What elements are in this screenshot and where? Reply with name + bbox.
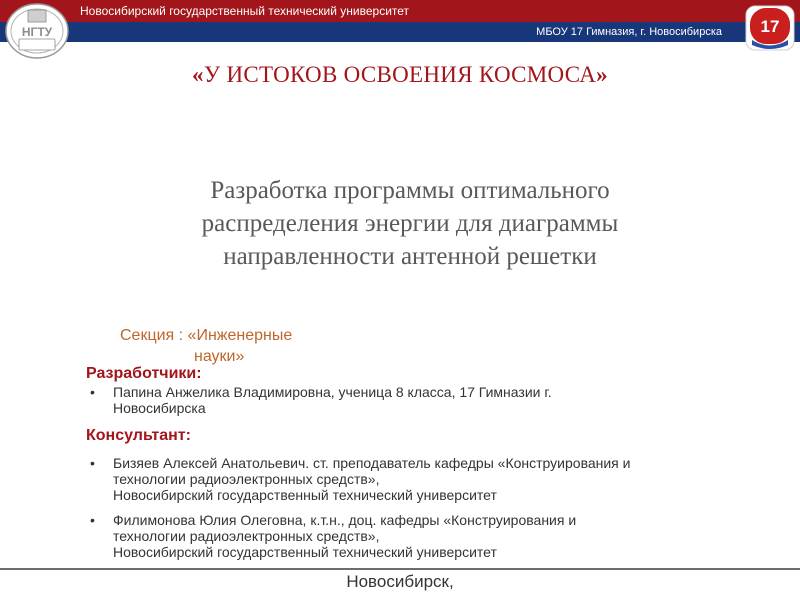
list-item-line: технологии радиоэлектронных средств», <box>113 528 380 544</box>
logo-left-text: НГТУ <box>21 25 53 39</box>
logo-right-text: 17 <box>760 17 780 36</box>
list-item-line: • Папина Анжелика Владимировна, ученица 8 класса, 17 Гимназии г. <box>113 384 552 400</box>
list-item-line: Новосибирский государственный технический университет <box>113 544 497 560</box>
list-item <box>86 455 786 503</box>
footer-city: Новосибирск, <box>346 572 454 591</box>
project-title-line: распределения энергии для диаграммы <box>201 210 619 237</box>
list-item <box>86 512 786 560</box>
gymnasium-logo <box>744 4 796 52</box>
list-item-line: Новосибирский государственный технический университет <box>113 487 497 503</box>
close-quote: » <box>596 62 608 87</box>
list-item-line: • Бизяев Алексей Анатольевич. ст. преподаватель кафедры «Конструирования и <box>113 455 631 471</box>
project-title-line: направленности антенной решетки <box>223 243 597 270</box>
developers-list <box>86 384 786 416</box>
credits <box>86 364 786 560</box>
consultant-heading: Консультант: <box>86 427 191 444</box>
open-quote: « <box>192 62 204 87</box>
list-item-line: • Филимонова Юлия Олеговна, к.т.н., доц. кафедры «Конструирования и <box>113 512 577 528</box>
project-title <box>100 174 720 273</box>
list-item-line: технологии радиоэлектронных средств», <box>113 471 380 487</box>
conference-title-text: У ИСТОКОВ ОСВОЕНИЯ КОСМОСА <box>203 62 597 87</box>
university-logo <box>4 2 70 60</box>
footer-divider <box>0 568 800 570</box>
section-label <box>120 325 360 367</box>
school-name: МБОУ 17 Гимназия, г. Новосибирска <box>536 26 722 38</box>
conference-title <box>0 62 800 88</box>
university-name: Новосибирский государственный технический университет <box>80 4 410 18</box>
developers-heading: Разработчики: <box>86 365 202 382</box>
list-item <box>86 384 786 416</box>
project-title-line: Разработка программы оптимального <box>210 177 610 204</box>
consultants-list <box>86 455 786 560</box>
list-item-line: Новосибирска <box>113 400 206 416</box>
section-label-line: науки» <box>194 348 245 365</box>
section-label-line: Секция : «Инженерные <box>120 327 293 344</box>
